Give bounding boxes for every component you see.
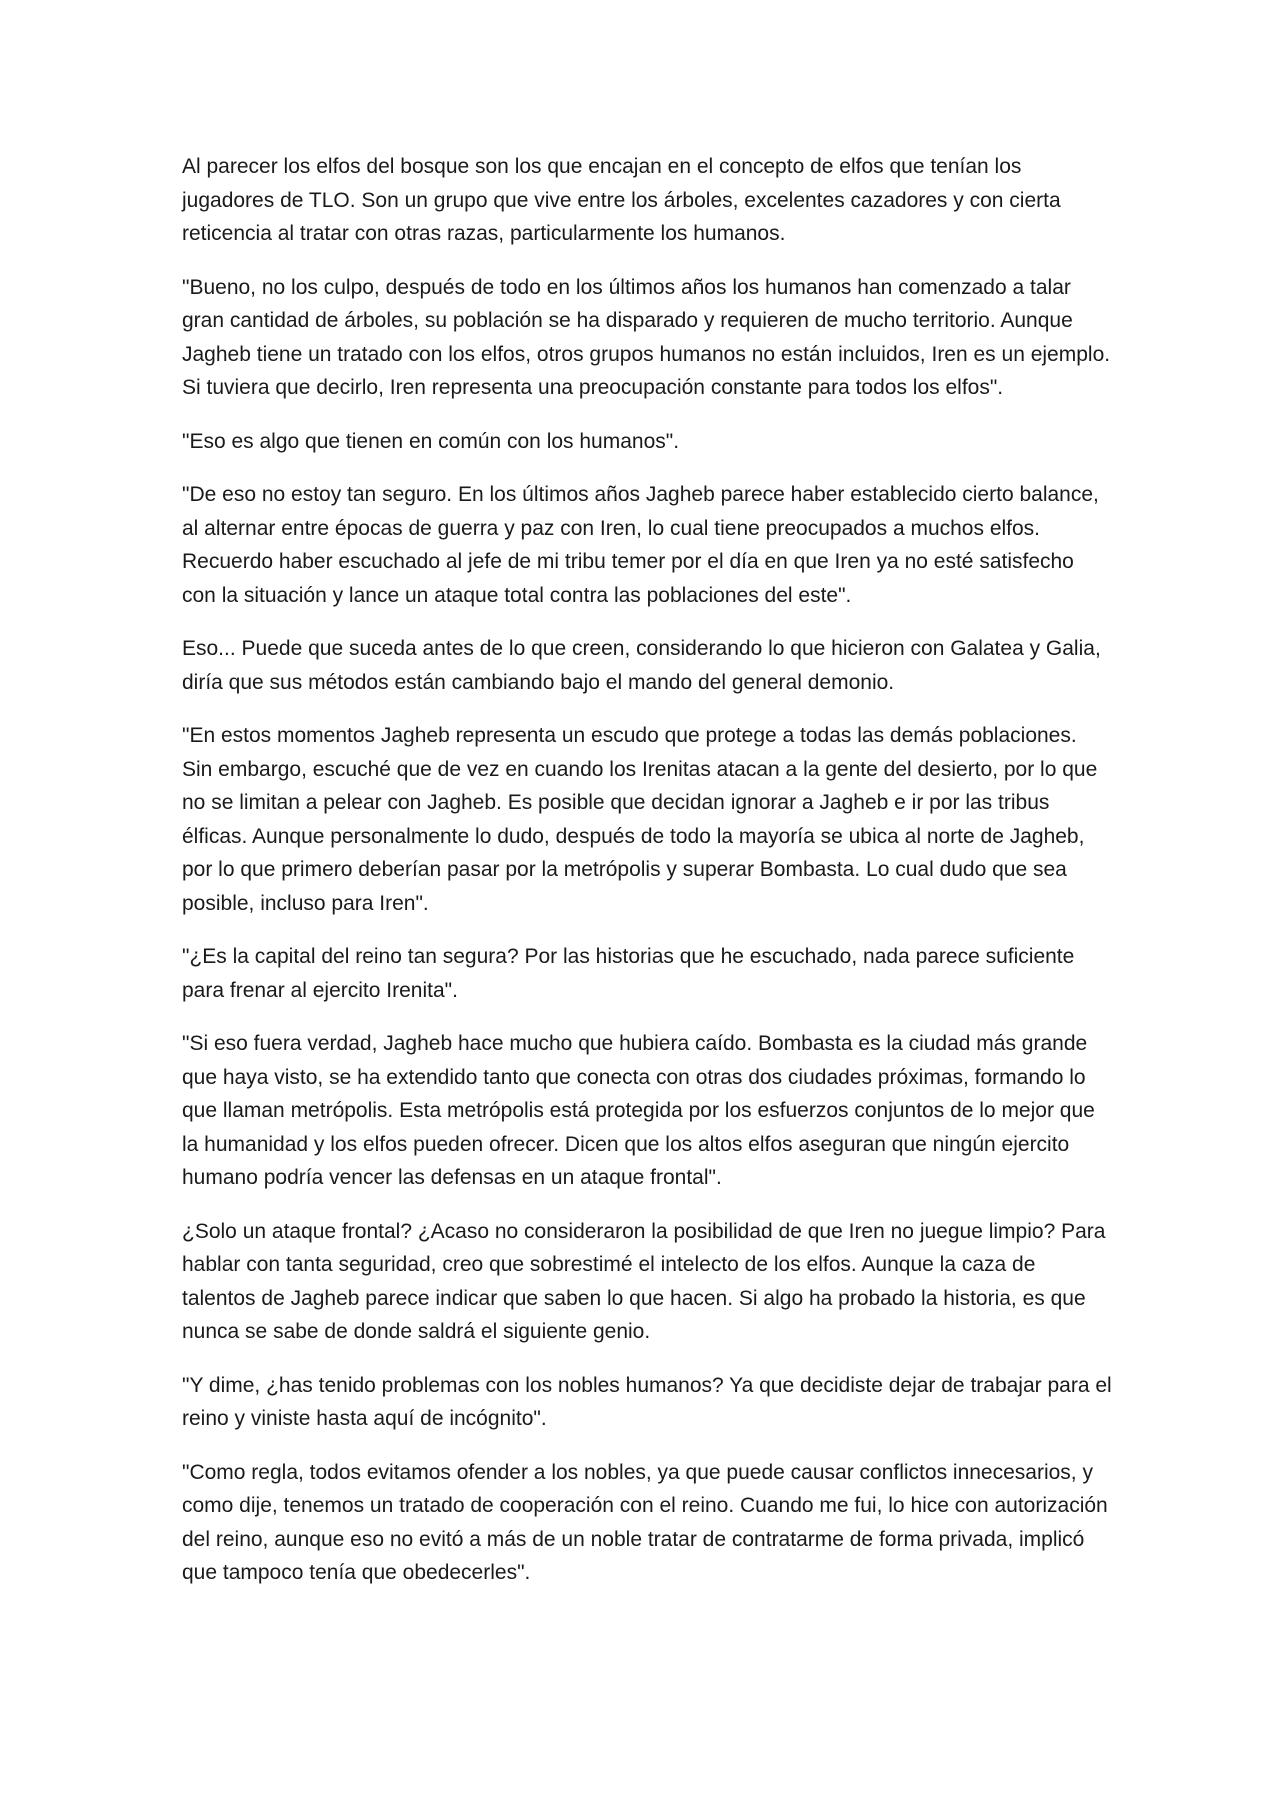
paragraph-4: "De eso no estoy tan seguro. En los últimos años Jagheb parece haber establecido cierto balance, al alternar entre épocas de guerra y paz con Iren, lo cual tiene preocupados a muchos elfos. Recuerdo haber escuchado al jefe de mi tribu temer por el día en que Iren ya no esté satisfecho con la situación y lance un ataque total contra las poblaciones del este". — [182, 483, 1099, 607]
paragraph-11: "Como regla, todos evitamos ofender a los nobles, ya que puede causar conflictos innecesarios, y como dije, tenemos un tratado de cooperación con el reino. Cuando me fui, lo hice con autorización del reino, aunque eso no evitó a más de un noble tratar de contratarme de forma privada, implicó que tampoco tenía que obedecerles". — [182, 1460, 1108, 1584]
paragraph-8: "Si eso fuera verdad, Jagheb hace mucho que hubiera caído. Bombasta es la ciudad más grande que haya visto, se ha extendido tanto que conecta con otras dos ciudades próximas, formando lo que llaman metrópolis. Esta metrópolis está protegida por los esfuerzos conjuntos de lo mejor que la humanidad y los elfos pueden ofrecer. Dicen que los altos elfos aseguran que ningún ejercito humano podría vencer las defensas en un ataque frontal". — [182, 1032, 1095, 1189]
paragraph-9: ¿Solo un ataque frontal? ¿Acaso no consideraron la posibilidad de que Iren no juegue limpio? Para hablar con tanta seguridad, creo que sobrestimé el intelecto de los elfos. Aunque la caza de talentos de Jagheb parece indicar que saben lo que hacen. Si algo ha probado la historia, es que nunca se sabe de donde saldrá el siguiente genio. — [182, 1219, 1106, 1343]
paragraph-7: "¿Es la capital del reino tan segura? Por las historias que he escuchado, nada parece suficiente para frenar al ejercito Irenita". — [182, 945, 1075, 1002]
paragraph-3: "Eso es algo que tienen en común con los humanos". — [182, 429, 680, 453]
document-body — [182, 150, 1112, 1610]
paragraph-1: Al parecer los elfos del bosque son los que encajan en el concepto de elfos que tenían los jugadores de TLO. Son un grupo que vive entre los árboles, excelentes cazadores y con cierta reticencia al tratar con otras razas, particularmente los humanos. — [182, 155, 1061, 245]
paragraph-2: "Bueno, no los culpo, después de todo en los últimos años los humanos han comenzado a talar gran cantidad de árboles, su población se ha disparado y requieren de mucho territorio. Aunque Jagheb tiene un tratado con los elfos, otros grupos humanos no están incluidos, Iren es un ejemplo. Si tuviera que decirlo, Iren representa una preocupación constante para todos los elfos". — [182, 275, 1111, 399]
paragraph-6: "En estos momentos Jagheb representa un escudo que protege a todas las demás poblaciones. Sin embargo, escuché que de vez en cuando los Irenitas atacan a la gente del desierto, por lo que no se limitan a pelear con Jagheb. Es posible que decidan ignorar a Jagheb e ir por las tribus élficas. Aunque personalmente lo dudo, después de todo la mayoría se ubica al norte de Jagheb, por lo que primero deberían pasar por la metrópolis y superar Bombasta. Lo cual dudo que sea posible, incluso para Iren". — [182, 724, 1098, 915]
paragraph-5: Eso... Puede que suceda antes de lo que creen, considerando lo que hicieron con Galatea y Galia, diría que sus métodos están cambiando bajo el mando del general demonio. — [182, 637, 1101, 694]
paragraph-10: "Y dime, ¿has tenido problemas con los nobles humanos? Ya que decidiste dejar de trabajar para el reino y viniste hasta aquí de incógnito". — [182, 1373, 1112, 1430]
